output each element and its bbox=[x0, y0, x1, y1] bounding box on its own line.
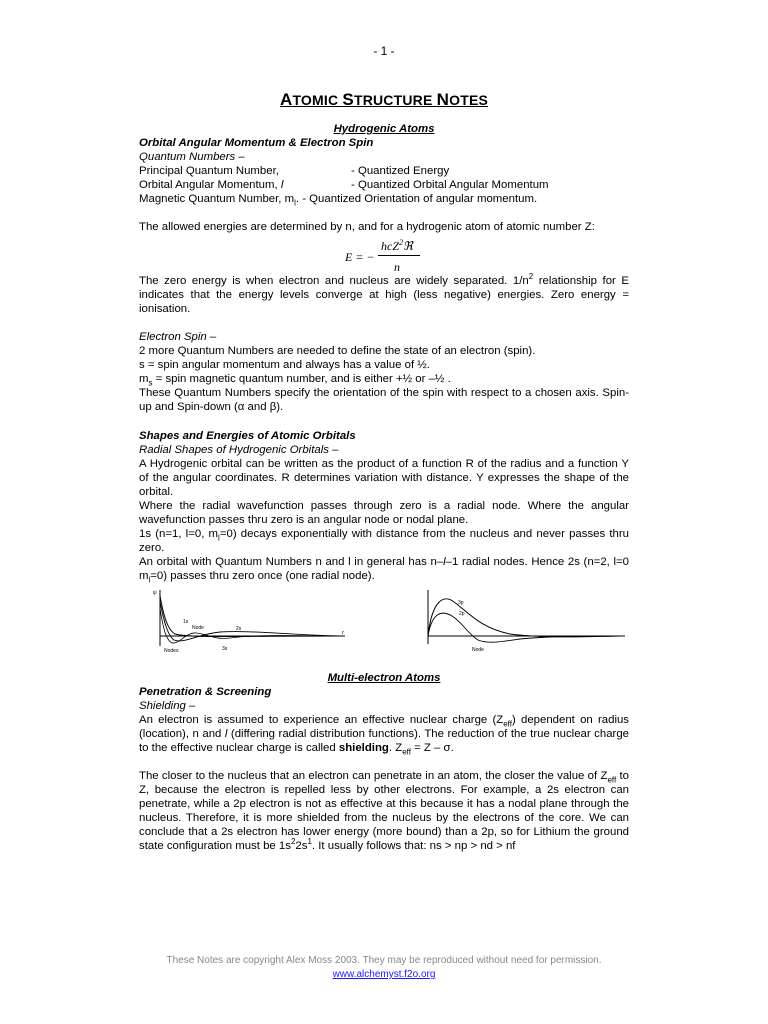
magnetic-quantum-number-line: Magnetic Quantum Number, $m_l$. - Quantized Orientation of angular momentum. bbox=[139, 193, 538, 208]
penetration-paragraph: The closer to the nucleus that an electron can penetrate in an atom, the closer the value of $Z_{eff}$ to Z, because the electron is repelled less by other electrons. For example, a 2s electron can penetrate, while a 2p electron is not as effective at this because it has a nodal plane through the nucleus. Therefore, it is more shielded from the nucleus by the electrons of the core. We can conclude that a 2s electron has lower energy (more bound) than a 2p, so for Lithium the ground state configuration must be $1s^22s^1$. It usually follows that: ns > np > nd > nf bbox=[139, 770, 630, 852]
p-orbital-radial-graph bbox=[420, 588, 630, 656]
graph-label: Nodes bbox=[164, 648, 179, 654]
spin-line: 2 more Quantum Numbers are needed to define the state of an electron (spin). bbox=[139, 345, 536, 357]
graph-label: Node bbox=[472, 647, 484, 653]
ms-line: $m_s$ = spin magnetic quantum number, and is either +½ or –½ . bbox=[139, 373, 451, 388]
shielding-label: Shielding – bbox=[139, 700, 196, 712]
graph-label: 3p bbox=[458, 600, 464, 606]
graph-label: 2p bbox=[459, 611, 465, 617]
spin-orientation-paragraph: These Quantum Numbers specify the orientation of the spin with respect to a chosen axis. Spin-up and Spin-down (α and β). bbox=[139, 387, 629, 413]
shielding-paragraph: An electron is assumed to experience an effective nuclear charge $(Z_{eff})$ dependent on radius (location), n and l (differing radial distribution functions). The reduction of the true nuclear charge to the effective nuclear charge is called shielding. $Z_{eff} = Z - \sigma$. bbox=[139, 714, 630, 757]
radial-node-paragraph: Where the radial wavefunction passes through zero is a radial node. Where the angular wavefunction passes thru zero is an angular node or nodal plane. bbox=[139, 500, 629, 526]
psi-axis-label: ψ bbox=[153, 590, 157, 596]
r-axis-label: r bbox=[342, 630, 344, 636]
copyright-footer: These Notes are copyright Alex Moss 2003. They may be reproduced without need for permission. bbox=[166, 955, 602, 966]
graph-label: 1s bbox=[183, 619, 189, 625]
quantum-numbers-label: Quantum Numbers – bbox=[139, 151, 245, 163]
website-link[interactable]: www.alchemyst.f2o.org bbox=[332, 969, 436, 980]
spin-line: s = spin angular momentum and always has a value of ½. bbox=[139, 359, 430, 371]
graph-label: 3s bbox=[222, 646, 228, 652]
s-orbital-radial-graph bbox=[150, 588, 350, 656]
hydrogenic-orbital-paragraph: A Hydrogenic orbital can be written as the product of a function R of the radius and a function Y of the angular coordinates. R determines variation with distance. Y expresses the shape of the orbital. bbox=[139, 458, 629, 498]
quantum-number-row: Orbital Angular Momentum, l - Quantized Orbital Angular Momentum bbox=[139, 179, 549, 191]
section-heading-hydrogenic: Hydrogenic Atoms bbox=[333, 123, 435, 135]
1s-paragraph: 1s (n=1, l=0, $m_l=0$) decays exponentially with distance from the nucleus and never passes thru zero. bbox=[139, 528, 629, 554]
radial-shapes-label: Radial Shapes of Hydrogenic Orbitals – bbox=[139, 444, 339, 456]
section-heading-multi-electron: Multi-electron Atoms bbox=[327, 672, 441, 684]
zero-energy-paragraph: The zero energy is when electron and nucleus are widely separated. $1/n^2$ relationship for E indicates that the energy levels converge at high (less negative) energies. Zero energy = ionisation. bbox=[139, 272, 629, 315]
energy-equation: E = − hcZ$^2$ℜ n bbox=[345, 236, 435, 278]
subheading-shapes-energies: Shapes and Energies of Atomic Orbitals bbox=[139, 430, 356, 442]
graph-label: 2s bbox=[236, 626, 242, 632]
electron-spin-label: Electron Spin – bbox=[139, 331, 217, 343]
radial-nodes-paragraph: An orbital with Quantum Numbers n and l in general has n–l–1 radial nodes. Hence 2s (n=2, l=0 $m_l=0$) passes thru zero once (one radial node). bbox=[139, 556, 629, 585]
graph-label: Node bbox=[192, 625, 204, 631]
energy-intro: The allowed energies are determined by n, and for a hydrogenic atom of atomic number Z: bbox=[139, 221, 595, 233]
page-number: - 1 - bbox=[373, 44, 395, 58]
subheading-orbital-angular-momentum: Orbital Angular Momentum & Electron Spin bbox=[139, 137, 374, 149]
quantum-number-row: Principal Quantum Number, - Quantized Energy bbox=[139, 165, 450, 177]
page-title: ATOMIC STRUCTURE NOTES bbox=[279, 90, 489, 109]
subheading-penetration-screening: Penetration & Screening bbox=[139, 686, 272, 698]
